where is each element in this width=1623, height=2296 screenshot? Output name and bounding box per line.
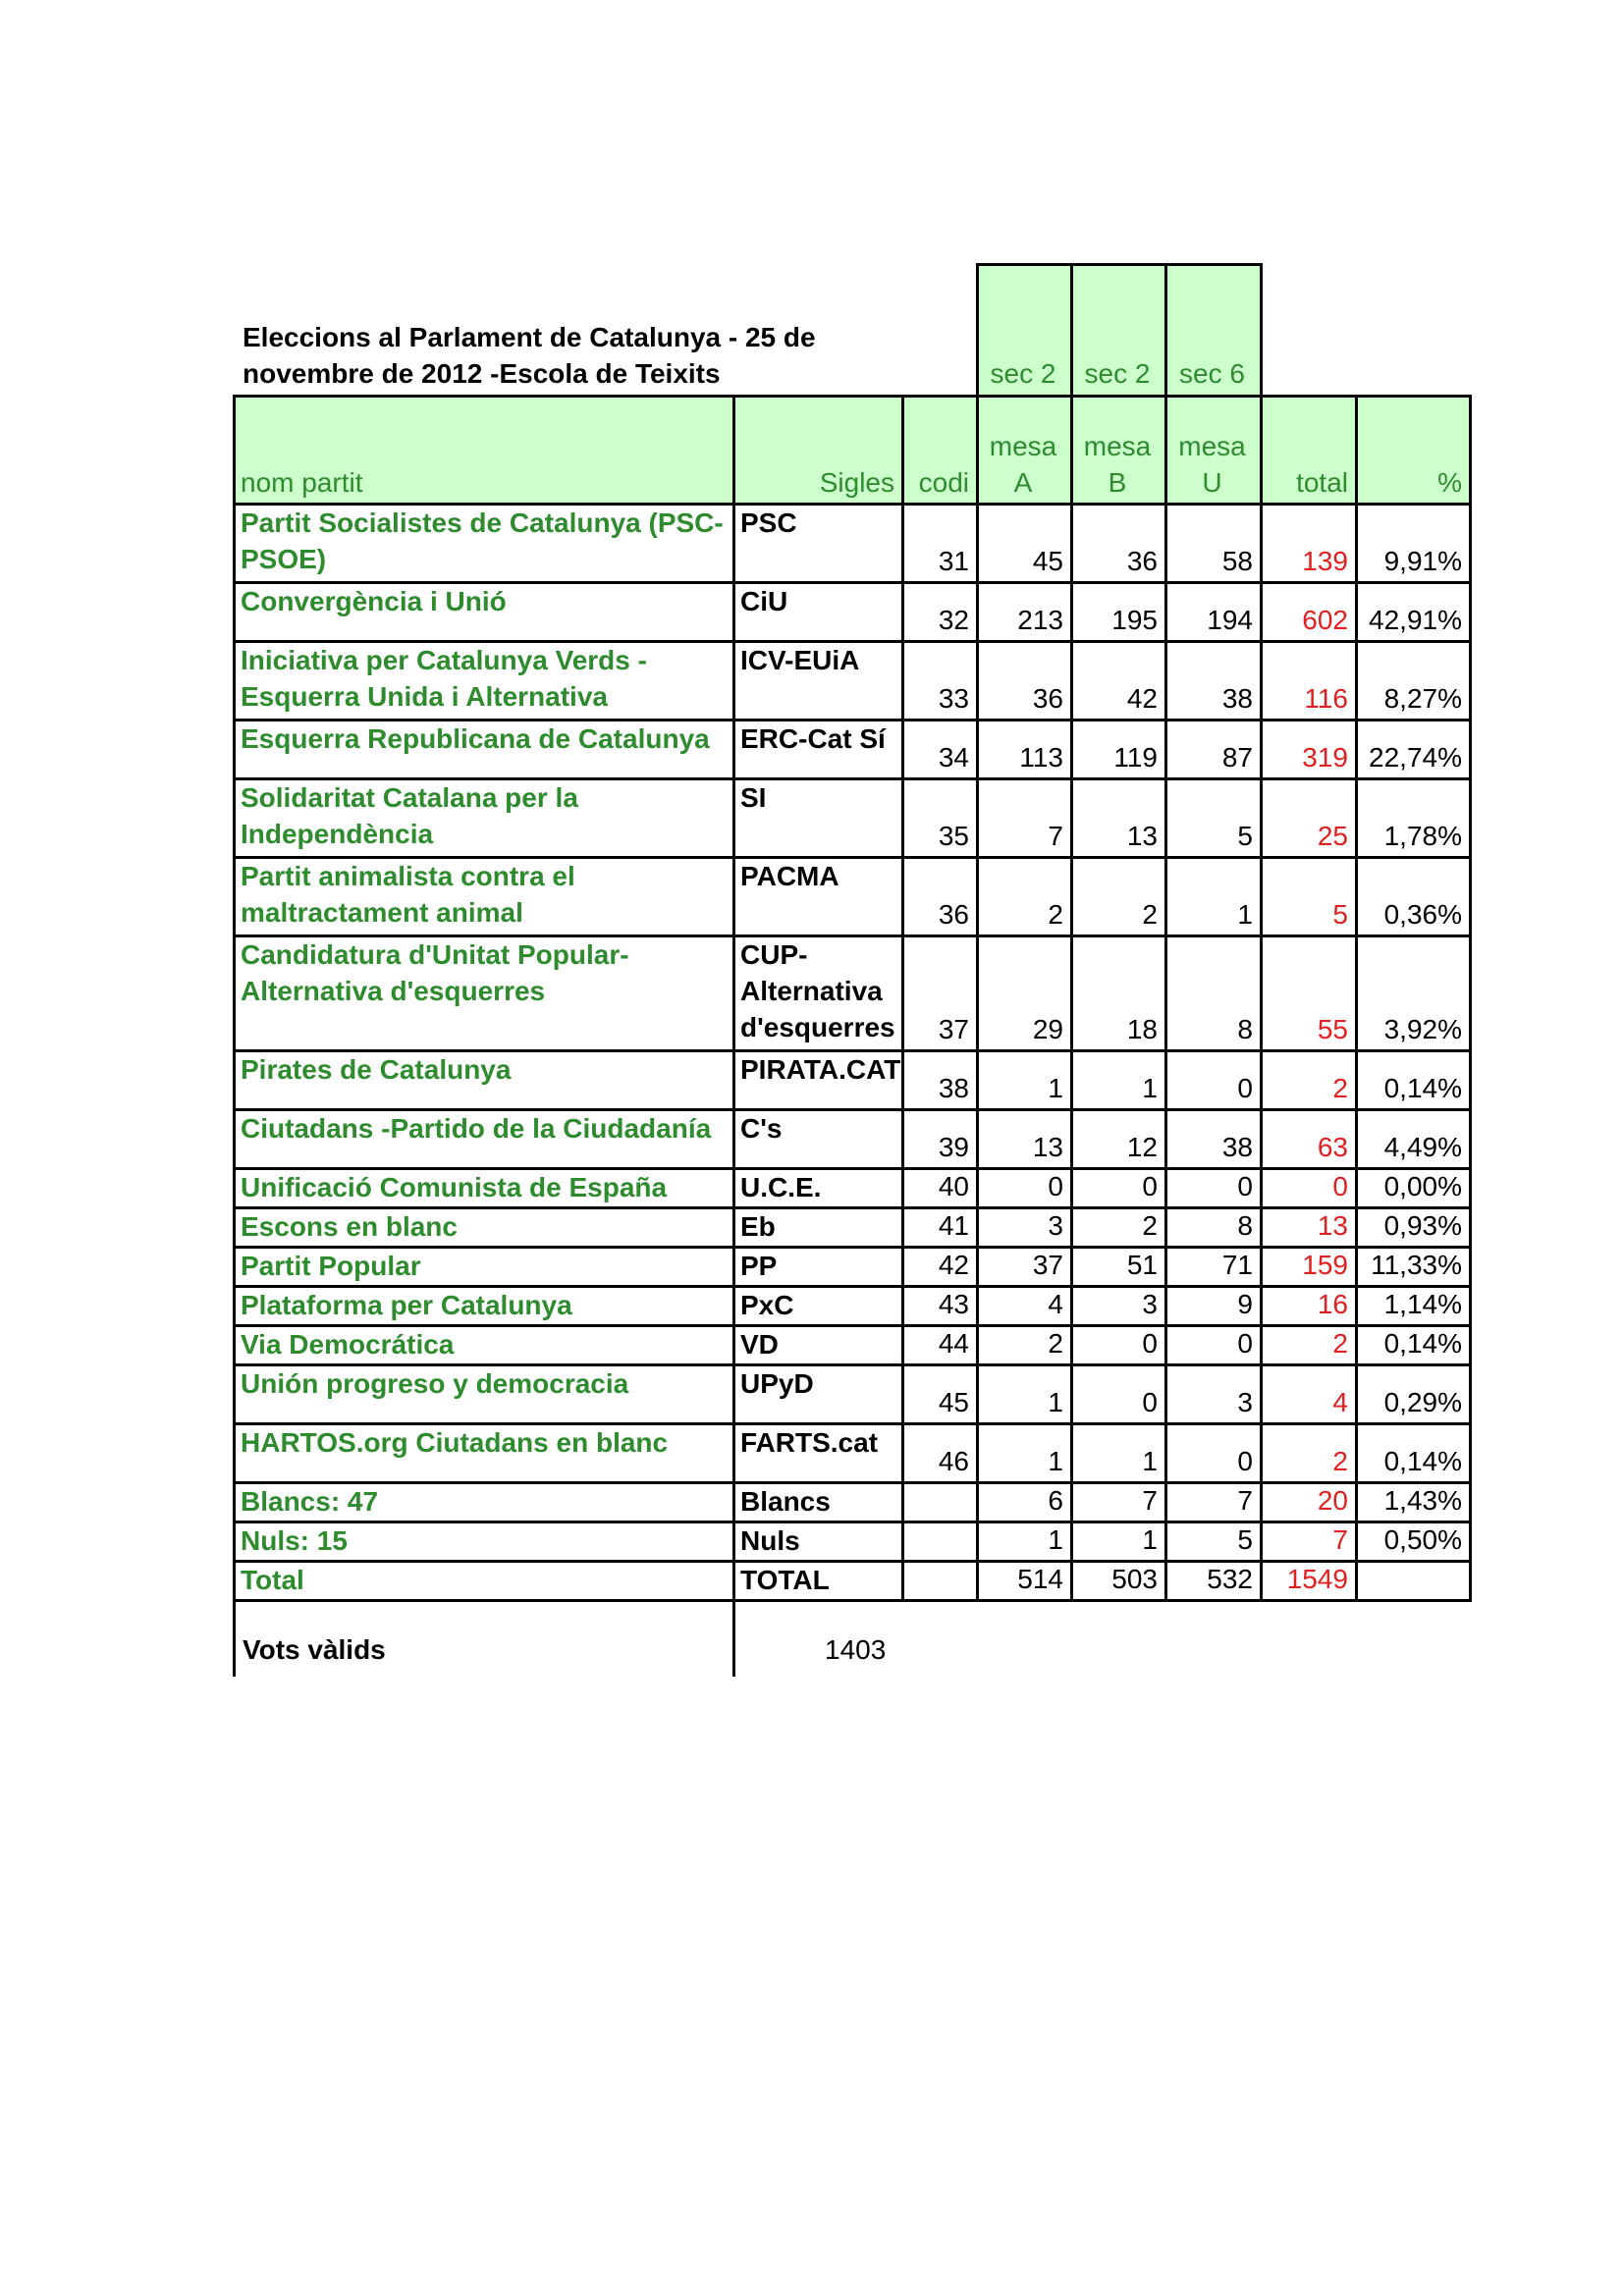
votes-percent: 0,36% (1383, 899, 1462, 930)
header-acronym: Sigles (819, 467, 894, 498)
votes-mesa-a: 6 (1048, 1485, 1063, 1516)
votes-mesa-u: 7 (1237, 1485, 1253, 1516)
party-name: Alternativa d'esquerres (241, 976, 546, 1006)
header-pct: % (1437, 467, 1462, 498)
header-total: total (1296, 467, 1348, 498)
title-line-2: novembre de 2012 -Escola de Teixits (243, 358, 721, 389)
votes-total: 63 (1317, 1132, 1348, 1162)
party-name: HARTOS.org Ciutadans en blanc (241, 1427, 669, 1458)
party-name: Independència (241, 819, 434, 849)
votes-total: 7 (1332, 1524, 1348, 1555)
votes-mesa-u: 532 (1207, 1564, 1253, 1594)
votes-total: 319 (1302, 742, 1348, 773)
votes-mesa-b: 12 (1126, 1132, 1158, 1162)
votes-percent: 0,93% (1383, 1210, 1462, 1241)
votes-percent: 1,14% (1383, 1289, 1462, 1319)
party-code: 41 (938, 1210, 969, 1241)
party-acronym: SI (740, 782, 767, 813)
rule (901, 395, 904, 1602)
votes-total: 2 (1332, 1328, 1348, 1359)
section-label-a: sec 2 (990, 358, 1056, 389)
party-name: Escons en blanc (241, 1211, 458, 1242)
votes-mesa-b: 7 (1142, 1485, 1158, 1516)
rule (233, 1560, 1472, 1563)
votes-percent: 1,78% (1383, 821, 1462, 851)
rule (1260, 263, 1263, 395)
header-code: codi (918, 467, 969, 498)
votes-mesa-u: 8 (1237, 1014, 1253, 1044)
party-name: maltractament animal (241, 897, 523, 928)
rule (976, 263, 979, 395)
votes-mesa-a: 13 (1032, 1132, 1063, 1162)
votes-percent: 1,43% (1383, 1485, 1462, 1516)
votes-mesa-b: 42 (1126, 683, 1158, 714)
party-code: 36 (938, 899, 969, 930)
votes-total: 139 (1302, 546, 1348, 576)
votes-mesa-u: 0 (1237, 1171, 1253, 1201)
votes-percent: 0,00% (1383, 1171, 1462, 1201)
votes-mesa-b: 2 (1142, 899, 1158, 930)
votes-mesa-a: 1 (1048, 1524, 1063, 1555)
rule (233, 1285, 1472, 1288)
party-name: Via Democrática (241, 1329, 455, 1360)
votes-percent: 3,92% (1383, 1014, 1462, 1044)
rule (233, 1481, 1472, 1484)
header-party: nom partit (241, 467, 363, 498)
votes-mesa-a: 4 (1048, 1289, 1063, 1319)
party-name: Candidatura d'Unitat Popular- (241, 939, 629, 970)
votes-percent: 8,27% (1383, 683, 1462, 714)
votes-total: 13 (1317, 1210, 1348, 1241)
votes-mesa-u: 38 (1221, 1132, 1253, 1162)
votes-mesa-b: 36 (1126, 546, 1158, 576)
party-name: Total (241, 1565, 304, 1595)
party-acronym: Blancs (740, 1486, 831, 1517)
rule (233, 1108, 1472, 1111)
title-line-1: Eleccions al Parlament de Catalunya - 25 de (243, 322, 816, 352)
party-code: 40 (938, 1171, 969, 1201)
party-name: PSOE) (241, 544, 327, 574)
party-acronym: Nuls (740, 1525, 800, 1556)
votes-total: 159 (1302, 1250, 1348, 1280)
party-acronym: Alternativa (740, 976, 883, 1006)
votes-mesa-a: 213 (1017, 605, 1063, 635)
rule (233, 581, 1472, 584)
rule (233, 1599, 236, 1677)
rule (233, 1363, 1472, 1366)
votes-mesa-a: 1 (1048, 1387, 1063, 1417)
votes-mesa-b: 51 (1126, 1250, 1158, 1280)
votes-mesa-a: 1 (1048, 1073, 1063, 1103)
party-acronym: PxC (740, 1290, 794, 1320)
party-name: Partit animalista contra el (241, 861, 575, 891)
party-name: Esquerra Unida i Alternativa (241, 681, 608, 712)
votes-percent: 0,29% (1383, 1387, 1462, 1417)
rule (1164, 395, 1167, 1602)
votes-mesa-u: 58 (1221, 546, 1253, 576)
rule (233, 503, 1472, 506)
votes-total: 4 (1332, 1387, 1348, 1417)
votes-mesa-b: 0 (1142, 1171, 1158, 1201)
votes-total: 0 (1332, 1171, 1348, 1201)
header-mesa-b-line1: mesa (1083, 431, 1152, 461)
rule (233, 777, 1472, 780)
party-name: Partit Socialistes de Catalunya (PSC- (241, 507, 724, 538)
party-acronym: TOTAL (740, 1565, 830, 1595)
votes-mesa-u: 71 (1221, 1250, 1253, 1280)
rule (233, 1049, 1472, 1052)
votes-total: 1549 (1286, 1564, 1348, 1594)
votes-percent: 0,50% (1383, 1524, 1462, 1555)
party-name: Solidaritat Catalana per la (241, 782, 578, 813)
section-label-b: sec 2 (1084, 358, 1151, 389)
party-acronym: d'esquerres (740, 1012, 895, 1042)
party-acronym: ERC-Cat Sí (740, 723, 886, 754)
header-mesa-a-line1: mesa (989, 431, 1057, 461)
party-acronym: VD (740, 1329, 779, 1360)
votes-mesa-u: 1 (1237, 899, 1253, 930)
rule (233, 1422, 1472, 1425)
rule (976, 395, 979, 1602)
section-label-u: sec 6 (1179, 358, 1245, 389)
party-acronym: CiU (740, 586, 788, 616)
votes-mesa-b: 1 (1142, 1524, 1158, 1555)
rule (233, 1167, 1472, 1170)
votes-mesa-u: 194 (1207, 605, 1253, 635)
votes-mesa-u: 9 (1237, 1289, 1253, 1319)
party-name: Pirates de Catalunya (241, 1054, 512, 1085)
rule (233, 640, 1472, 643)
rule (233, 1521, 1472, 1523)
party-name: Convergència i Unió (241, 586, 507, 616)
votes-mesa-u: 0 (1237, 1073, 1253, 1103)
party-acronym: ICV-EUiA (740, 645, 860, 675)
votes-mesa-b: 0 (1142, 1328, 1158, 1359)
party-name: Nuls: 15 (241, 1525, 348, 1556)
votes-total: 25 (1317, 821, 1348, 851)
votes-mesa-b: 3 (1142, 1289, 1158, 1319)
party-name: Unificació Comunista de España (241, 1172, 668, 1202)
party-acronym: FARTS.cat (740, 1427, 879, 1458)
votes-total: 602 (1302, 605, 1348, 635)
votes-mesa-b: 2 (1142, 1210, 1158, 1241)
rule (1355, 395, 1358, 1602)
party-acronym: CUP- (740, 939, 808, 970)
party-acronym: Eb (740, 1211, 776, 1242)
votes-total: 2 (1332, 1073, 1348, 1103)
votes-percent: 22,74% (1369, 742, 1462, 773)
party-acronym: PSC (740, 507, 797, 538)
votes-total: 2 (1332, 1446, 1348, 1476)
votes-mesa-b: 0 (1142, 1387, 1158, 1417)
party-name: Blancs: 47 (241, 1486, 379, 1517)
votes-total: 116 (1304, 683, 1348, 714)
rule (233, 1324, 1472, 1327)
votes-mesa-a: 45 (1032, 546, 1063, 576)
party-code: 31 (938, 546, 969, 576)
votes-mesa-u: 3 (1237, 1387, 1253, 1417)
votes-mesa-a: 2 (1048, 899, 1063, 930)
votes-mesa-a: 7 (1048, 821, 1063, 851)
party-code: 35 (938, 821, 969, 851)
party-code: 39 (938, 1132, 969, 1162)
party-name: Esquerra Republicana de Catalunya (241, 723, 710, 754)
votes-total: 55 (1317, 1014, 1348, 1044)
rule (233, 1246, 1472, 1249)
party-name: Partit Popular (241, 1251, 421, 1281)
rule (233, 395, 1472, 398)
rule (233, 934, 1472, 937)
party-name: Ciutadans -Partido de la Ciudadanía (241, 1113, 712, 1144)
votes-mesa-u: 8 (1237, 1210, 1253, 1241)
header-mesa-u-line1: mesa (1178, 431, 1246, 461)
votes-mesa-a: 514 (1017, 1564, 1063, 1594)
votes-percent: 42,91% (1369, 605, 1462, 635)
votes-mesa-b: 503 (1111, 1564, 1158, 1594)
votes-mesa-u: 5 (1237, 821, 1253, 851)
votes-mesa-a: 0 (1048, 1171, 1063, 1201)
rule (233, 856, 1472, 859)
rule (976, 263, 1263, 266)
votes-mesa-b: 195 (1111, 605, 1158, 635)
header-mesa-a-line2: A (1013, 467, 1033, 498)
votes-mesa-a: 29 (1032, 1014, 1063, 1044)
rule (1070, 263, 1073, 395)
party-code: 34 (938, 742, 969, 773)
party-acronym: PP (740, 1251, 778, 1281)
party-acronym: U.C.E. (740, 1172, 822, 1202)
votes-mesa-a: 37 (1032, 1250, 1063, 1280)
rule (233, 1206, 1472, 1209)
party-code: 44 (938, 1328, 969, 1359)
votes-total: 5 (1332, 899, 1348, 930)
votes-mesa-b: 1 (1142, 1446, 1158, 1476)
votes-mesa-b: 13 (1126, 821, 1158, 851)
votes-percent: 4,49% (1383, 1132, 1462, 1162)
votes-mesa-a: 36 (1032, 683, 1063, 714)
party-name: Unión progreso y democracia (241, 1368, 629, 1399)
party-name: Plataforma per Catalunya (241, 1290, 572, 1320)
votes-mesa-b: 119 (1113, 742, 1158, 773)
votes-mesa-a: 2 (1048, 1328, 1063, 1359)
party-acronym: PACMA (740, 861, 839, 891)
rule (233, 719, 1472, 721)
header-mesa-u-line2: U (1202, 467, 1222, 498)
rule (233, 1599, 1472, 1602)
party-code: 33 (938, 683, 969, 714)
party-code: 45 (938, 1387, 969, 1417)
party-acronym: C's (740, 1113, 783, 1144)
votes-mesa-a: 1 (1048, 1446, 1063, 1476)
votes-mesa-a: 3 (1048, 1210, 1063, 1241)
votes-mesa-a: 113 (1019, 742, 1063, 773)
votes-total: 20 (1317, 1485, 1348, 1516)
party-acronym: UPyD (740, 1368, 814, 1399)
rule (732, 395, 735, 1602)
party-code: 38 (938, 1073, 969, 1103)
header-mesa-b-line2: B (1108, 467, 1127, 498)
votes-total: 16 (1317, 1289, 1348, 1319)
votes-percent: 0,14% (1383, 1073, 1462, 1103)
votes-mesa-u: 0 (1237, 1328, 1253, 1359)
party-code: 43 (938, 1289, 969, 1319)
votes-percent: 0,14% (1383, 1446, 1462, 1476)
valid-votes-label: Vots vàlids (243, 1634, 386, 1665)
party-code: 32 (938, 605, 969, 635)
votes-mesa-b: 1 (1142, 1073, 1158, 1103)
votes-mesa-u: 87 (1221, 742, 1253, 773)
rule (1070, 395, 1073, 1602)
party-code: 46 (938, 1446, 969, 1476)
rule (732, 1599, 735, 1677)
votes-mesa-b: 18 (1126, 1014, 1158, 1044)
votes-percent: 11,33% (1371, 1250, 1462, 1280)
votes-mesa-u: 38 (1221, 683, 1253, 714)
rule (1164, 263, 1167, 395)
votes-mesa-u: 0 (1237, 1446, 1253, 1476)
party-acronym: PIRATA.CAT (740, 1054, 901, 1085)
party-name: Iniciativa per Catalunya Verds - (241, 645, 647, 675)
rule (1469, 395, 1472, 1602)
votes-percent: 9,91% (1383, 546, 1462, 576)
rule (1260, 395, 1263, 1602)
party-code: 37 (938, 1014, 969, 1044)
votes-percent: 0,14% (1383, 1328, 1462, 1359)
votes-mesa-u: 5 (1237, 1524, 1253, 1555)
rule (233, 395, 236, 1602)
party-code: 42 (938, 1250, 969, 1280)
valid-votes-value: 1403 (825, 1634, 887, 1665)
